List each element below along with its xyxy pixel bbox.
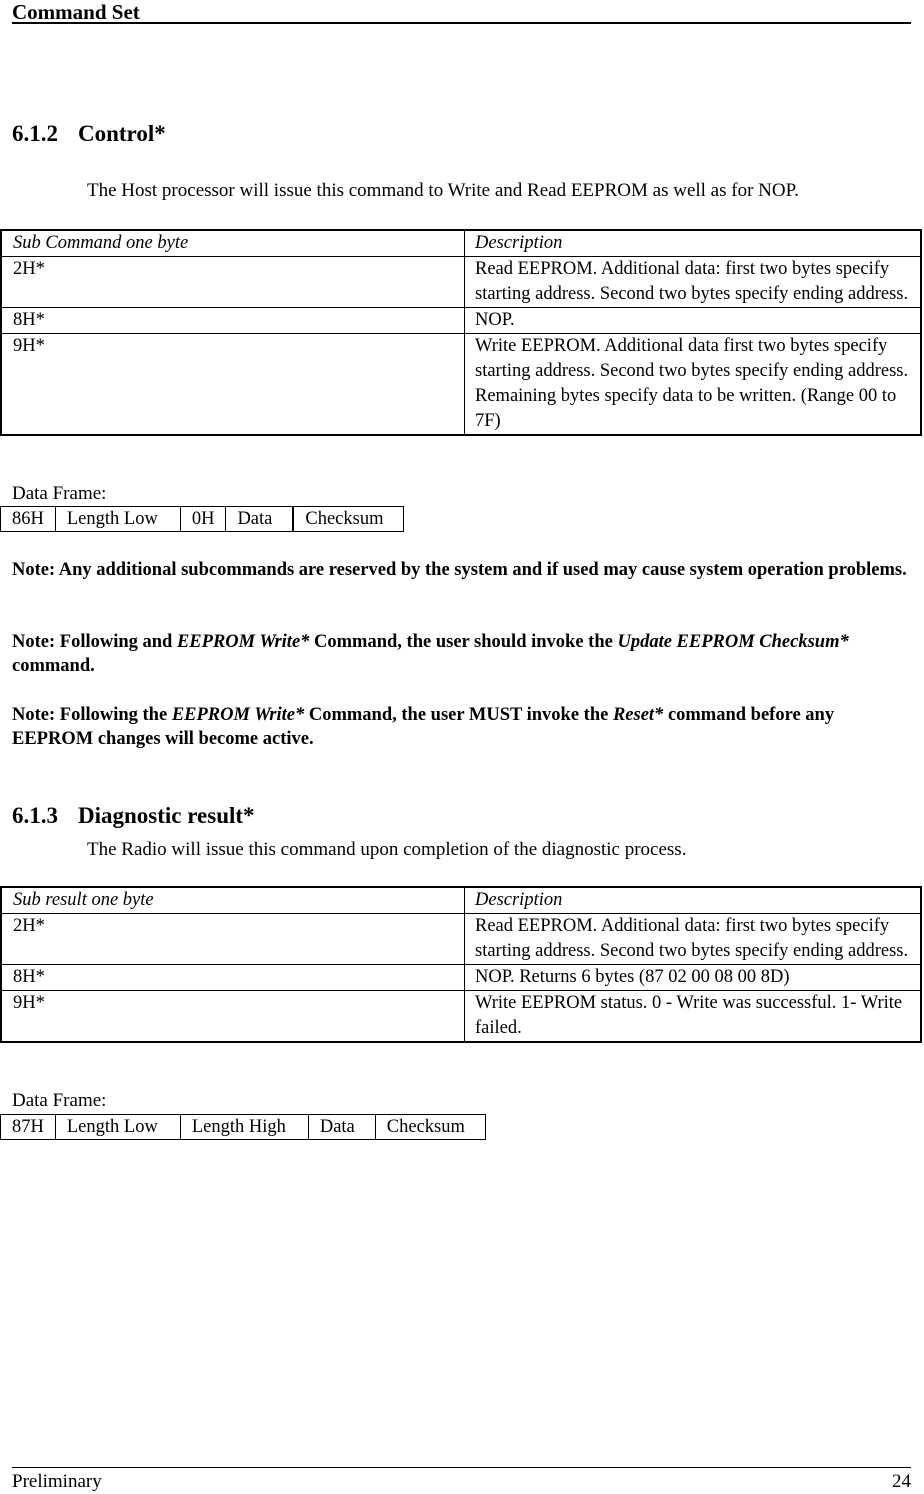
table-row [1, 965, 921, 991]
section-number: 6.1.3 [12, 803, 58, 828]
table-row [1, 914, 921, 965]
data-frame-table [0, 506, 404, 532]
column-header: Description [465, 230, 922, 257]
note-text: Note: Following the [12, 705, 172, 725]
footer-rule [12, 1467, 911, 1468]
description-cell: Read EEPROM. Additional data: first two bytes specify starting address. Second two bytes specify ending address. [465, 257, 922, 308]
note-update-checksum [12, 630, 912, 678]
frame-cell: 0H [180, 507, 226, 532]
description-cell: Write EEPROM. Additional data first two bytes specify starting address. Second two bytes specify ending address. Remaining bytes specify data to be written. (Range 00 to 7F) [465, 334, 922, 436]
header-rule [12, 22, 911, 24]
note-text: command. [12, 656, 95, 676]
table-row [1, 991, 921, 1043]
frame-cell: Data [308, 1115, 375, 1140]
page-number: 24 [892, 1471, 911, 1492]
code-cell: 8H* [1, 308, 465, 334]
data-frame-row [1, 507, 404, 532]
frame-cell: Data [226, 507, 293, 532]
note-reserved-subcommands: Note: Any additional subcommands are reserved by the system and if used may cause system operation problems. [12, 560, 907, 580]
column-header: Sub Command one byte [1, 230, 465, 257]
frame-cell: Length High [180, 1115, 308, 1140]
frame-cell: 87H [1, 1115, 56, 1140]
subcommand-table [0, 229, 922, 436]
frame-cell: 86H [1, 507, 56, 532]
section-title: Diagnostic result* [78, 803, 255, 828]
code-cell: 9H* [1, 334, 465, 436]
note-text: Command, the user MUST invoke the [304, 705, 613, 725]
data-frame-row [1, 1115, 486, 1140]
section-intro: The Radio will issue this command upon completion of the diagnostic process. [87, 839, 687, 860]
code-cell: 8H* [1, 965, 465, 991]
code-cell: 9H* [1, 991, 465, 1043]
description-cell: Read EEPROM. Additional data: first two bytes specify starting address. Second two bytes specify ending address. [465, 914, 922, 965]
frame-cell: Length Low [55, 1115, 180, 1140]
running-header: Command Set [12, 0, 140, 24]
code-cell: 2H* [1, 257, 465, 308]
data-frame-label: Data Frame: [12, 483, 107, 504]
code-cell: 2H* [1, 914, 465, 965]
section-title: Control* [78, 121, 166, 146]
table-row [1, 308, 921, 334]
section-intro: The Host processor will issue this command to Write and Read EEPROM as well as for NOP. [87, 180, 799, 201]
table-row [1, 257, 921, 308]
column-header: Sub result one byte [1, 887, 465, 914]
note-emphasis: EEPROM Write* [171, 705, 305, 725]
data-frame-table [0, 1114, 486, 1140]
description-cell: NOP. [465, 308, 922, 334]
frame-cell: Checksum [375, 1115, 485, 1140]
note-text: Note: Following and [12, 632, 177, 652]
section-heading-control [12, 120, 166, 148]
section-heading-diagnostic [12, 802, 255, 830]
table-header-row [1, 887, 921, 914]
table-row [1, 334, 921, 436]
note-text: Command, the user should invoke the [309, 632, 618, 652]
column-header: Description [465, 887, 922, 914]
frame-cell: Length Low [55, 507, 180, 532]
footer-label: Preliminary [12, 1471, 102, 1492]
table-header-row [1, 230, 921, 257]
description-cell: NOP. Returns 6 bytes (87 02 00 08 00 8D) [465, 965, 922, 991]
frame-cell: Checksum [293, 507, 404, 532]
note-text: command before any EEPROM changes will become active. [12, 705, 835, 749]
note-reset-required [12, 703, 912, 751]
description-cell: Write EEPROM status. 0 - Write was successful. 1- Write failed. [465, 991, 922, 1043]
subresult-table [0, 886, 922, 1043]
note-emphasis: Reset* [612, 705, 664, 725]
data-frame-label: Data Frame: [12, 1090, 107, 1111]
note-emphasis: Update EEPROM Checksum* [617, 632, 849, 652]
section-number: 6.1.2 [12, 121, 58, 146]
note-emphasis: EEPROM Write* [176, 632, 310, 652]
